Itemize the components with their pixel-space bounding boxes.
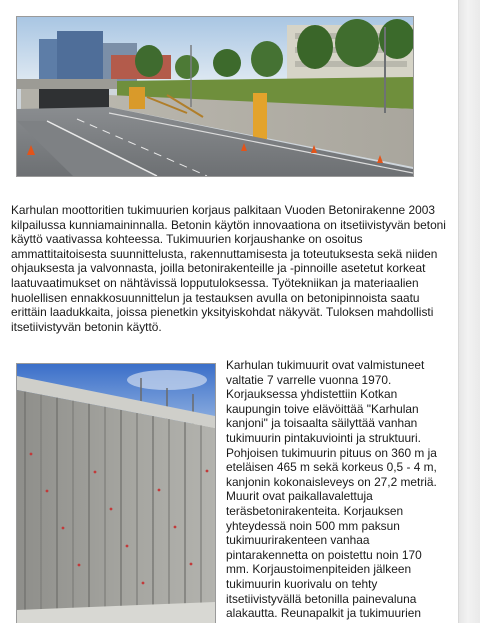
highway-construction-photo [16, 16, 414, 177]
retaining-wall-photo [16, 363, 216, 623]
article-main-paragraph: Karhulan moottoritien tukimuurien korjaus palkitaan Vuoden Betonirakenne 2003 kilpailussa kunniamaininnalla. Betonin käytön innovaationa on itsetiivistyvän betoni käyttö vaativassa kohteessa. Tukimuurien korjaushanke on osoitus ammattitaitoisesta suunnittelusta, rakennuttamisesta ja toteutuksesta sekä niiden ohjauksesta ja valvonnasta, joilla betonirakenteille ja -pinnoille asetetut korkeat laatuvaatimukset on nähtävissä lopputuloksessa. Työtekniikan ja materiaalien huolellisen ennakkosuunnittelun ja testauksen avulla on betonipinnoista saatu erittäin laadukkaita, joissa pienetkin yksityiskohdat näkyvät. Tuloksen mahdollisti itsetiivistyvän betonin käyttö. [11, 203, 446, 334]
article-side-paragraph: Karhulan tukimuurit ovat valmistuneet valtatie 7 varrelle vuonna 1970. Korjauksessa yhdistettiin Kotkan kaupungin toive elävöittää "Karhulan kanjoni" ja toisaalta säilyttää vanhan tukimuurin pintakuviointi ja struktuuri. Pohjoisen tukimuurin pituus on 360 m ja eteläisen 465 m sekä korkeus 0,5 - 4 m, kanjonin kokonaisleveys on 27,2 metriä. Muurit ovat paikallavalettuja teräsbetonirakenteita. Korjauksen yhteydessä noin 500 mm paksun tukimuurirakenteen vanhaa pintarakennetta on poistettu noin 170 mm. Korjaustoimenpiteiden jälkeen tukimuurin kuorivalu on tehty itsetiivistyvällä betonilla painevaluna alakautta. Reunapalkit ja tukimuurien [226, 358, 437, 621]
page-side-strip [458, 0, 480, 623]
